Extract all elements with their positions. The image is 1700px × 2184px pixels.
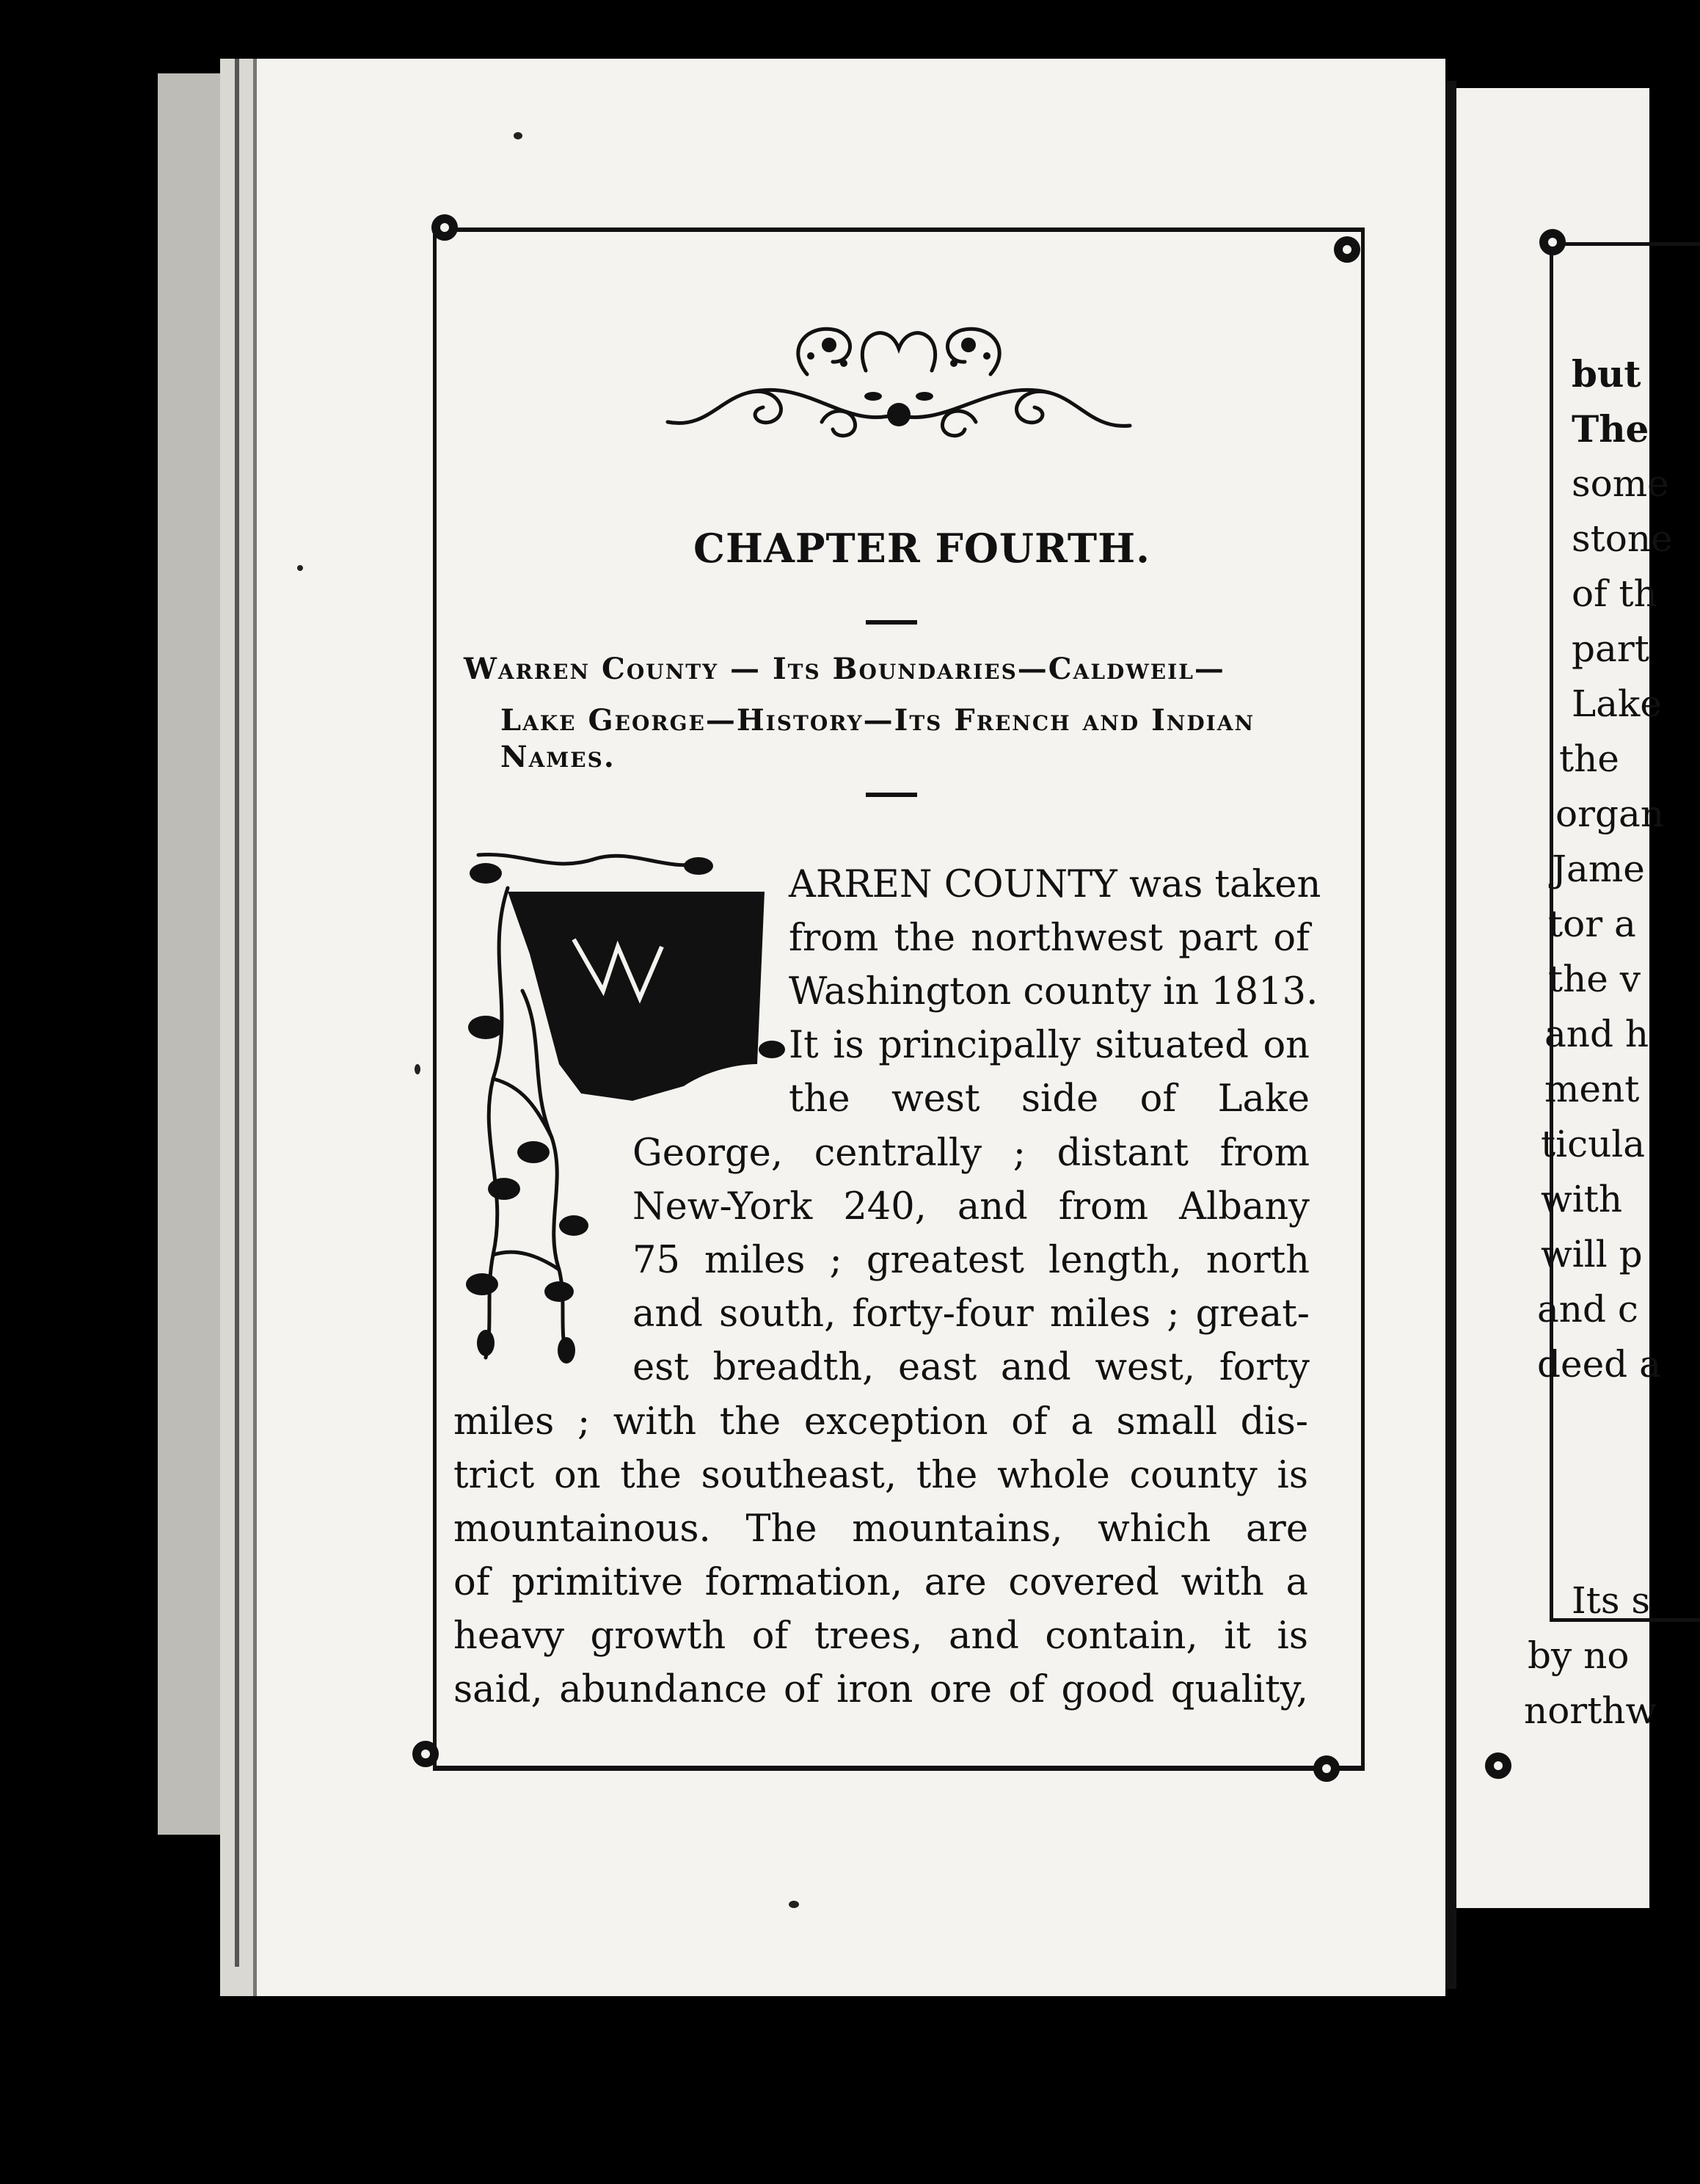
summary-rule xyxy=(866,793,917,797)
facing-line-14: ment xyxy=(1544,1068,1640,1110)
summary-line-1: Warren County — Its Boundaries—Caldweil— xyxy=(464,652,1225,686)
gutter xyxy=(1445,81,1456,1989)
body-line-11: miles ; with the exception of a small dis- xyxy=(453,1400,1308,1444)
facing-line-12: the v xyxy=(1548,958,1641,1000)
title-rule xyxy=(866,620,917,625)
scan-speck xyxy=(415,1064,420,1074)
facing-line-3: some xyxy=(1572,462,1669,505)
body-line-14: of primitive formation, are covered with a xyxy=(453,1561,1308,1604)
facing-line-22: northw xyxy=(1524,1689,1657,1732)
summary-line-3: Names. xyxy=(500,740,616,774)
facing-line-19: deed a xyxy=(1537,1343,1661,1386)
body-line-2: from the northwest part of xyxy=(789,917,1310,960)
facing-line-8: the xyxy=(1559,738,1619,780)
body-line-15: heavy growth of trees, and contain, it is xyxy=(453,1615,1308,1658)
body-line-5: the west side of Lake xyxy=(789,1077,1310,1121)
body-line-10: est breadth, east and west, forty xyxy=(632,1346,1310,1389)
chapter-title: CHAPTER FOURTH. xyxy=(693,525,1150,572)
facing-frame-knob-top xyxy=(1539,229,1566,255)
facing-line-1: but xyxy=(1572,352,1641,396)
facing-line-18: and c xyxy=(1537,1288,1638,1331)
facing-line-13: and h xyxy=(1544,1013,1649,1055)
facing-line-6: part xyxy=(1572,627,1649,670)
body-line-1: ARREN COUNTY was taken xyxy=(789,863,1321,906)
body-line-7: New-York 240, and from Albany xyxy=(632,1185,1310,1228)
body-line-4: It is principally situated on xyxy=(789,1024,1310,1067)
body-line-9: and south, forty-four miles ; great- xyxy=(632,1292,1310,1336)
body-line-6: George, centrally ; distant from xyxy=(632,1132,1310,1175)
body-line-13: mountainous. The mountains, which are xyxy=(453,1507,1308,1551)
frame-corner-knob-top-right xyxy=(1334,236,1360,263)
summary-line-2: Lake George—History—Its French and Indian xyxy=(500,703,1255,738)
facing-line-11: tor a xyxy=(1548,903,1636,945)
facing-line-9: organ xyxy=(1555,793,1665,835)
facing-line-4: stone xyxy=(1572,517,1673,560)
body-line-3: Washington county in 1813. xyxy=(789,970,1318,1013)
facing-line-17: will p xyxy=(1541,1233,1643,1275)
scan-speck xyxy=(789,1901,799,1908)
facing-line-7: Lake xyxy=(1572,682,1662,725)
facing-line-20: Its s xyxy=(1572,1579,1651,1622)
headpiece-ornament xyxy=(660,305,1137,459)
facing-line-16: with xyxy=(1541,1178,1623,1220)
page-stack-dark-line xyxy=(235,59,239,1967)
facing-line-10: Jame xyxy=(1552,848,1645,890)
facing-line-21: by no xyxy=(1528,1634,1630,1677)
frame-corner-knob-bottom-left xyxy=(412,1741,439,1767)
facing-line-15: ticula xyxy=(1541,1123,1646,1165)
body-line-8: 75 miles ; greatest length, north xyxy=(632,1239,1310,1282)
initial-w-block xyxy=(508,892,765,1101)
scan-speck xyxy=(297,565,303,571)
body-line-12: trict on the southeast, the whole county is xyxy=(453,1454,1308,1497)
facing-line-5: of th xyxy=(1572,572,1657,615)
body-line-16: said, abundance of iron ore of good quality, xyxy=(453,1668,1308,1711)
scan-speck xyxy=(514,132,522,139)
frame-corner-knob-top-left xyxy=(431,214,458,241)
facing-frame-knob-bottom xyxy=(1485,1752,1511,1779)
facing-line-2: The xyxy=(1572,407,1649,451)
frame-corner-knob-bottom-right xyxy=(1313,1755,1340,1782)
